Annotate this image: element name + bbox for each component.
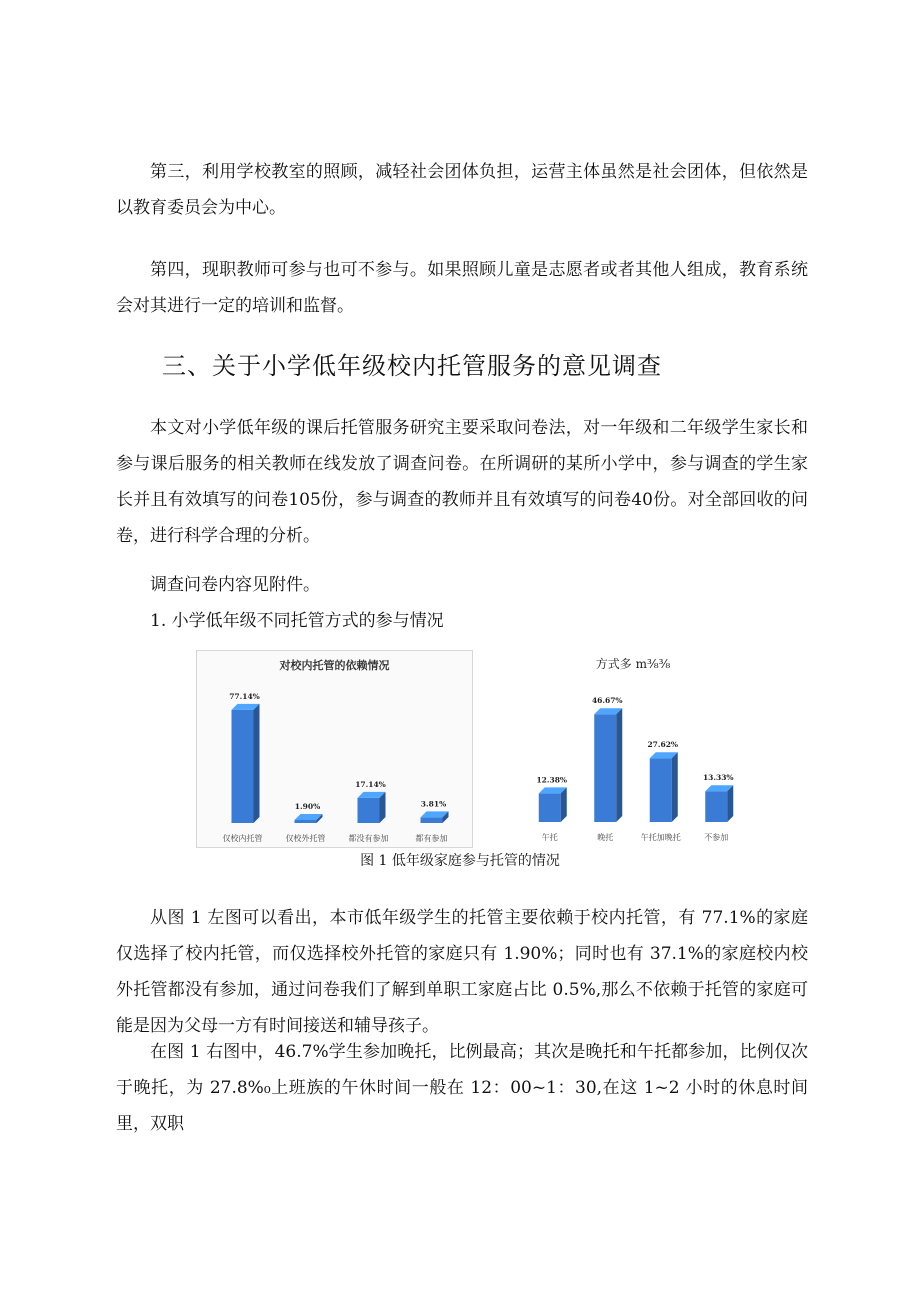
chart-left-bar-front — [232, 710, 254, 823]
chart-left-category-label: 都有参加 — [415, 834, 448, 843]
chart-right-value-label: 12.38% — [536, 775, 568, 785]
chart-left-value-label: 17.14% — [355, 779, 386, 789]
chart-right-category-label: 午托 — [541, 833, 558, 842]
chart-right-category-label: 午托加晚托 — [640, 833, 681, 842]
chart-right-value-label: 46.67% — [591, 696, 623, 706]
chart-right-bar-side — [727, 785, 733, 822]
chart-right-bar — [539, 787, 567, 822]
chart-left-bar — [295, 814, 323, 823]
chart-left-bar-side — [254, 704, 260, 823]
figure-caption: 图 1 低年级家庭参与托管的情况 — [360, 853, 560, 869]
paragraph-survey-method: 本文对小学低年级的课后托管服务研究主要采取问卷法，对一年级和二年级学生家长和参与课后服务的相关教师在线发放了调查问卷。在所调研的某所小学中，参与调查的学生家长并且有效填写的问卷105份，参与调查的教师并且有效填写的问卷40份。对全部回收的问卷，进行科学合理的分析。 — [116, 418, 808, 546]
chart-right-title: 方式多 m⅜⅜ — [595, 657, 671, 671]
chart-right-bar — [705, 785, 733, 822]
chart-left-category-label: 仅校外托管 — [285, 834, 326, 843]
chart-left-bar-front — [358, 798, 380, 823]
section-heading: 三、关于小学低年级校内托管服务的意见调查 — [162, 352, 662, 380]
chart-right-svg — [518, 650, 748, 846]
chart-left-category-label: 仅校内托管 — [222, 834, 263, 843]
chart-right-bar-side — [561, 787, 567, 822]
paragraph-appendix-note: 调查问卷内容见附件。 — [150, 575, 320, 595]
chart-right-bar — [594, 708, 622, 822]
paragraph-third-point: 第三，利用学校教室的照顾，减轻社会团体负担，运营主体虽然是社会团体，但依然是以教育委员会为中心。 — [116, 162, 808, 218]
chart-right-category-label: 不参加 — [704, 833, 729, 842]
chart-left — [196, 650, 473, 848]
chart-left-bar — [232, 704, 260, 823]
paragraph-right-chart-analysis: 在图 1 右图中，46.7%学生参加晚托，比例最高；其次是晚托和午托都参加，比例仅次于晚托，为 27.8%₀上班族的午休时间一般在 12：00~1：30,在这 1~2 小时的休息时间里，双职 — [116, 1042, 808, 1134]
chart-right-value-label: 27.62% — [647, 740, 679, 750]
chart-left-title: 对校内托管的依赖情况 — [279, 659, 390, 672]
chart-right-bar-side — [616, 708, 622, 822]
chart-right-bar-side — [672, 752, 678, 822]
chart-left-value-label: 1.90% — [294, 802, 321, 811]
chart-right-bar-front — [594, 714, 616, 822]
paragraph-left-chart-analysis: 从图 1 左图可以看出，本市低年级学生的托管主要依赖于校内托管，有 77.1%的家庭仅选择了校内托管，而仅选择校外托管的家庭只有 1.90%；同时也有 37.1%的家庭校内校外托管都没有参加，通过问卷我们了解到单职工家庭占比 0.5%,那么不依赖于托管的家庭可能是因为父母一方有时间接送和辅导孩子。 — [116, 908, 808, 1036]
chart-right-bar — [650, 752, 678, 822]
paragraph-fourth-point: 第四，现职教师可参与也可不参与。如果照顾儿童是志愿者或者其他人组成，教育系统会对其进行一定的培训和监督。 — [116, 260, 808, 316]
chart-right-bar-front — [650, 758, 672, 822]
chart-left-value-label: 77.14% — [229, 691, 260, 701]
chart-left-bar-front — [421, 817, 443, 823]
chart-right — [518, 650, 748, 846]
chart-left-category-label: 都没有参加 — [348, 834, 389, 843]
chart-left-value-label: 3.81% — [420, 799, 447, 809]
subsection-title: 1. 小学低年级不同托管方式的参与情况 — [150, 611, 444, 631]
chart-left-bar-front — [295, 820, 317, 823]
chart-left-bar — [421, 811, 449, 823]
chart-right-bar-front — [539, 793, 561, 822]
chart-right-category-label: 晚托 — [597, 833, 614, 842]
chart-right-value-label: 13.33% — [702, 773, 734, 783]
chart-right-bar-front — [705, 791, 727, 822]
chart-left-svg — [196, 650, 473, 848]
chart-left-bar — [358, 792, 386, 823]
